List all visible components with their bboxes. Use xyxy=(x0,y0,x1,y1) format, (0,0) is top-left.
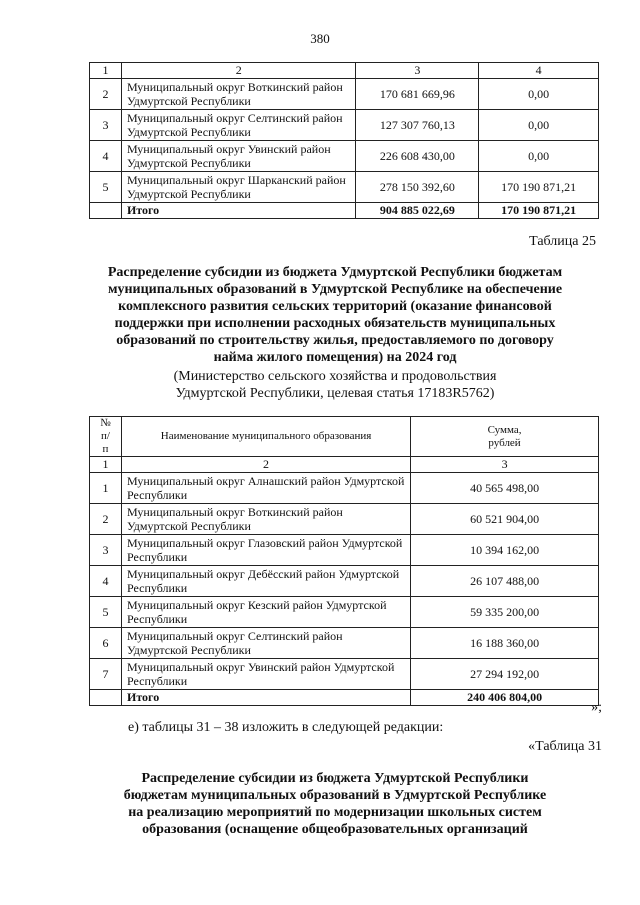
table-row xyxy=(90,504,599,535)
amount-cell: 170 681 669,96 xyxy=(356,79,479,110)
head-name: Наименование муниципального образования xyxy=(121,417,410,457)
municipality-name: Муниципальный округ Селтинский район Удмуртской Республики xyxy=(121,628,410,659)
table-31-title xyxy=(60,770,610,838)
amount-cell: 27 294 192,00 xyxy=(411,659,599,690)
table-row xyxy=(90,628,599,659)
amount-cell: 10 394 162,00 xyxy=(411,535,599,566)
table-row xyxy=(90,172,599,203)
table-row xyxy=(90,597,599,628)
row-number: 4 xyxy=(90,566,122,597)
row-number: 4 xyxy=(90,141,122,172)
header-cell: 2 xyxy=(121,63,356,79)
header-cell: 3 xyxy=(411,457,599,473)
amount-cell: 0,00 xyxy=(479,79,599,110)
table-header-row xyxy=(90,457,599,473)
header-cell: 4 xyxy=(479,63,599,79)
amount-cell: 226 608 430,00 xyxy=(356,141,479,172)
total-label: Итого xyxy=(121,690,410,706)
title-line: Распределение субсидии из бюджета Удмуртской Республики бюджетам xyxy=(107,265,563,280)
total-amount: 240 406 804,00 xyxy=(411,690,599,706)
amount-cell: 127 307 760,13 xyxy=(356,110,479,141)
municipality-name: Муниципальный округ Увинский район Удмуртской Республики xyxy=(121,141,356,172)
row-number: 6 xyxy=(90,628,122,659)
subtitle-line: (Министерство сельского хозяйства и продовольствия xyxy=(173,369,497,384)
municipality-name: Муниципальный округ Селтинский район Удмуртской Республики xyxy=(121,110,356,141)
table-row xyxy=(90,141,599,172)
title-line: образования (оснащение общеобразовательных организаций xyxy=(142,822,528,837)
table-25-title xyxy=(60,264,610,366)
amount-cell: 60 521 904,00 xyxy=(411,504,599,535)
table-row xyxy=(90,473,599,504)
title-line: комплексного развития сельских территорий (оказание финансовой xyxy=(118,299,552,314)
row-number: 5 xyxy=(90,172,122,203)
table-row xyxy=(90,110,599,141)
table-row xyxy=(90,659,599,690)
amount-cell: 0,00 xyxy=(479,110,599,141)
title-line: муниципальных образований в Удмуртской Республике на обеспечение xyxy=(107,282,563,297)
total-row xyxy=(90,203,599,219)
table-31-label: «Таблица 31 xyxy=(528,739,602,754)
empty-cell xyxy=(90,690,122,706)
subsidy-table-continued xyxy=(89,62,599,219)
header-cell: 1 xyxy=(90,457,122,473)
title-line: поддержки при исполнении расходных обязательств муниципальных xyxy=(114,316,556,331)
total-label: Итого xyxy=(121,203,356,219)
municipality-name: Муниципальный округ Кезский район Удмуртской Республики xyxy=(121,597,410,628)
closing-quote: »; xyxy=(591,700,602,715)
page-number: 380 xyxy=(310,31,330,46)
table-25-label: Таблица 25 xyxy=(529,234,596,249)
amount-cell: 0,00 xyxy=(479,141,599,172)
amendment-paragraph: е) таблицы 31 – 38 изложить в следующей редакции: xyxy=(128,720,444,735)
table-25 xyxy=(89,416,599,706)
head-number: № п/п xyxy=(90,417,122,457)
header-cell: 2 xyxy=(121,457,410,473)
title-line: бюджетам муниципальных образований в Удмуртской Республике xyxy=(123,788,547,803)
row-number: 3 xyxy=(90,535,122,566)
row-number: 2 xyxy=(90,504,122,535)
municipality-name: Муниципальный округ Глазовский район Удмуртской Республики xyxy=(121,535,410,566)
row-number: 7 xyxy=(90,659,122,690)
municipality-name: Муниципальный округ Шарканский район Удмуртской Республики xyxy=(121,172,356,203)
head-sum: Сумма, рублей xyxy=(411,417,599,457)
municipality-name: Муниципальный округ Увинский район Удмуртской Республики xyxy=(121,659,410,690)
table-header-row xyxy=(90,63,599,79)
municipality-name: Муниципальный округ Алнашский район Удмуртской Республики xyxy=(121,473,410,504)
table-row xyxy=(90,79,599,110)
row-number: 1 xyxy=(90,473,122,504)
table-25-subtitle xyxy=(60,368,610,402)
total-row xyxy=(90,690,599,706)
title-line: найма жилого помещения) на 2024 год xyxy=(213,350,457,365)
total-amount: 904 885 022,69 xyxy=(356,203,479,219)
table-head-row xyxy=(90,417,599,457)
title-line: Распределение субсидии из бюджета Удмуртской Республики xyxy=(141,771,529,786)
amount-cell: 16 188 360,00 xyxy=(411,628,599,659)
empty-cell xyxy=(90,203,122,219)
amount-cell: 26 107 488,00 xyxy=(411,566,599,597)
total-amount: 170 190 871,21 xyxy=(479,203,599,219)
subtitle-line: Удмуртской Республики, целевая статья 17183R5762) xyxy=(175,386,495,401)
amount-cell: 59 335 200,00 xyxy=(411,597,599,628)
header-cell: 1 xyxy=(90,63,122,79)
amount-cell: 40 565 498,00 xyxy=(411,473,599,504)
amount-cell: 170 190 871,21 xyxy=(479,172,599,203)
title-line: на реализацию мероприятий по модернизации школьных систем xyxy=(128,805,542,820)
row-number: 5 xyxy=(90,597,122,628)
municipality-name: Муниципальный округ Воткинский район Удмуртской Республики xyxy=(121,79,356,110)
row-number: 3 xyxy=(90,110,122,141)
municipality-name: Муниципальный округ Дебёсский район Удмуртской Республики xyxy=(121,566,410,597)
title-line: образований по строительству жилья, предоставляемого по договору xyxy=(116,333,554,348)
amount-cell: 278 150 392,60 xyxy=(356,172,479,203)
municipality-name: Муниципальный округ Воткинский район Удмуртской Республики xyxy=(121,504,410,535)
table-row xyxy=(90,535,599,566)
header-cell: 3 xyxy=(356,63,479,79)
row-number: 2 xyxy=(90,79,122,110)
table-row xyxy=(90,566,599,597)
